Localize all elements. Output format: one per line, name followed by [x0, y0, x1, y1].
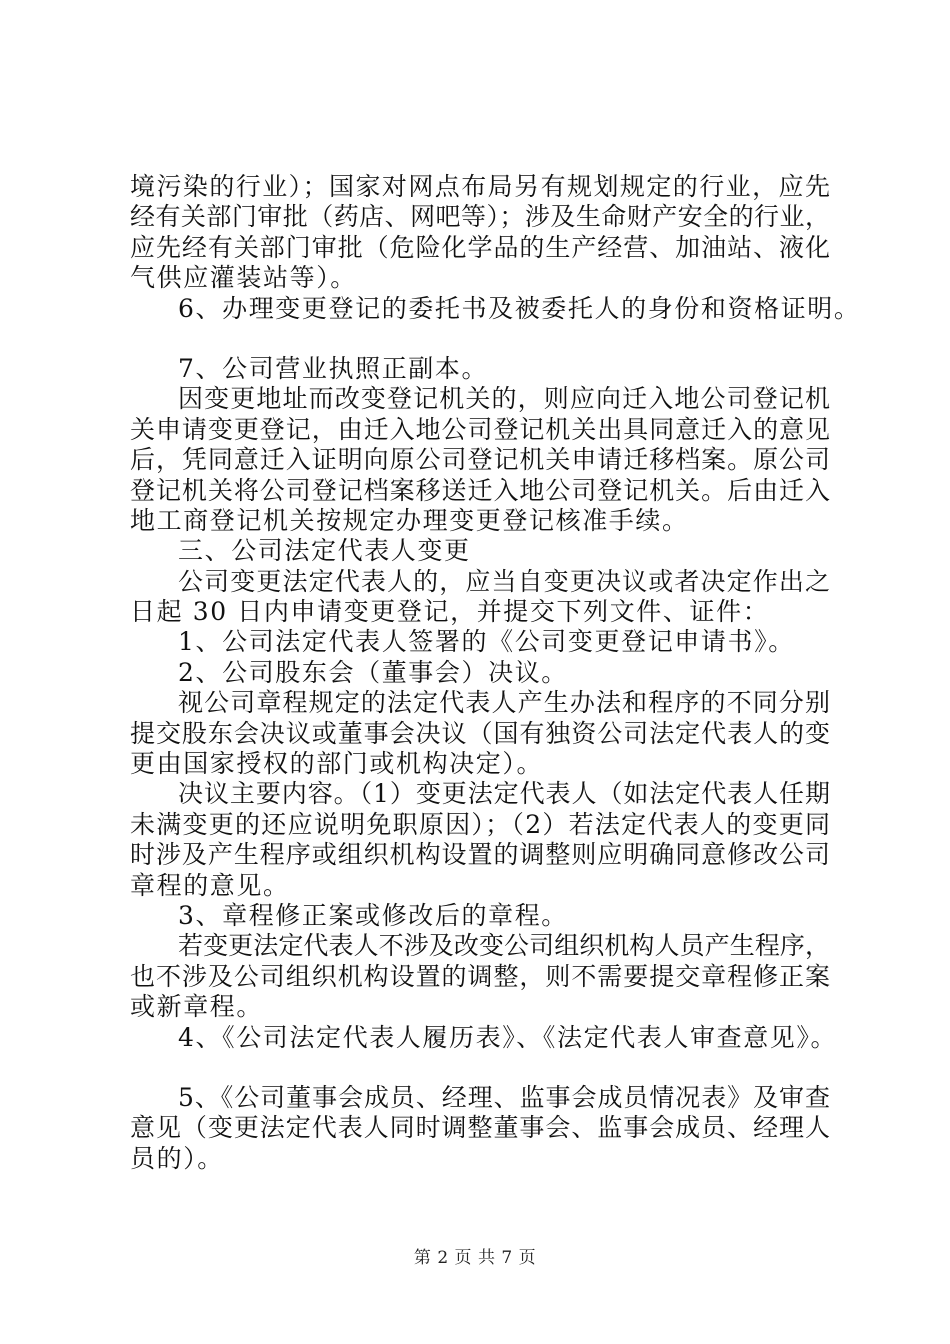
list-item: 4、《公司法定代表人履历表》、《法定代表人审查意见》。 — [178, 1022, 838, 1052]
paragraph-line: 境污染的行业）；国家对网点布局另有规划规定的行业，应先 — [130, 172, 830, 201]
blank-line — [130, 1053, 830, 1083]
paragraph-line: 若变更法定代表人不涉及改变公司组织机构人员产生程序， — [178, 931, 830, 961]
page-footer: 第 2 页 共 7 页 — [413, 1248, 537, 1268]
paragraph-line: 日起 30 日内申请变更登记，并提交下列文件、证件： — [130, 597, 770, 627]
list-item: 7、公司营业执照正副本。 — [178, 353, 489, 383]
paragraph-line: 提交股东会决议或董事会决议（国有独资公司法定代表人的变 — [130, 718, 830, 748]
paragraph-line: 气供应灌装站等）。 — [130, 263, 357, 293]
paragraph-line: 意见（变更法定代表人同时调整董事会、监事会成员、经理人 — [130, 1113, 830, 1143]
section-heading: 三、公司法定代表人变更 — [178, 536, 471, 566]
paragraph-line: 章程的意见。 — [130, 870, 290, 900]
paragraph-line: 因变更地址而改变登记机关的，则应向迁入地公司登记机 — [178, 384, 830, 414]
paragraph-line: 更由国家授权的部门或机构决定）。 — [130, 749, 544, 779]
paragraph-line: 经有关部门审批（药店、网吧等）；涉及生命财产安全的行业， — [130, 202, 830, 232]
blank-line — [130, 324, 830, 354]
paragraph-line: 未满变更的还应说明免职原因）；（2）若法定代表人的变更同 — [130, 809, 830, 839]
paragraph-line: 或新章程。 — [130, 992, 264, 1022]
paragraph-line: 后，凭同意迁入证明向原公司登记机关申请迁移档案。原公司 — [130, 445, 830, 475]
list-item: 5、《公司董事会成员、经理、监事会成员情况表》及审查 — [178, 1082, 830, 1112]
paragraph-line: 视公司章程规定的法定代表人产生办法和程序的不同分别 — [178, 688, 830, 718]
list-item: 6、办理变更登记的委托书及被委托人的身份和资格证明。 — [178, 293, 861, 323]
paragraph-line: 应先经有关部门审批（危险化学品的生产经营、加油站、液化 — [130, 232, 830, 262]
paragraph-line: 关申请变更登记，由迁入地公司登记机关出具同意迁入的意见 — [130, 414, 830, 444]
paragraph-line: 时涉及产生程序或组织机构设置的调整则应明确同意修改公司 — [130, 840, 830, 870]
list-item: 1、公司法定代表人签署的《公司变更登记申请书》。 — [178, 627, 795, 657]
paragraph-line: 登记机关将公司登记档案移送迁入地公司登记机关。后由迁入 — [130, 475, 830, 505]
document-body — [130, 172, 861, 1174]
paragraph-line: 也不涉及公司组织机构设置的调整，则不需要提交章程修正案 — [130, 961, 830, 991]
paragraph-line: 地工商登记机关按规定办理变更登记核准手续。 — [130, 505, 689, 535]
paragraph-line: 员的）。 — [130, 1143, 224, 1173]
paragraph-line: 公司变更法定代表人的，应当自变更决议或者决定作出之 — [178, 566, 830, 596]
list-item: 3、章程修正案或修改后的章程。 — [178, 900, 568, 930]
paragraph-line: 决议主要内容。（1）变更法定代表人（如法定代表人任期 — [178, 779, 830, 809]
list-item: 2、公司股东会（董事会）决议。 — [178, 657, 568, 687]
